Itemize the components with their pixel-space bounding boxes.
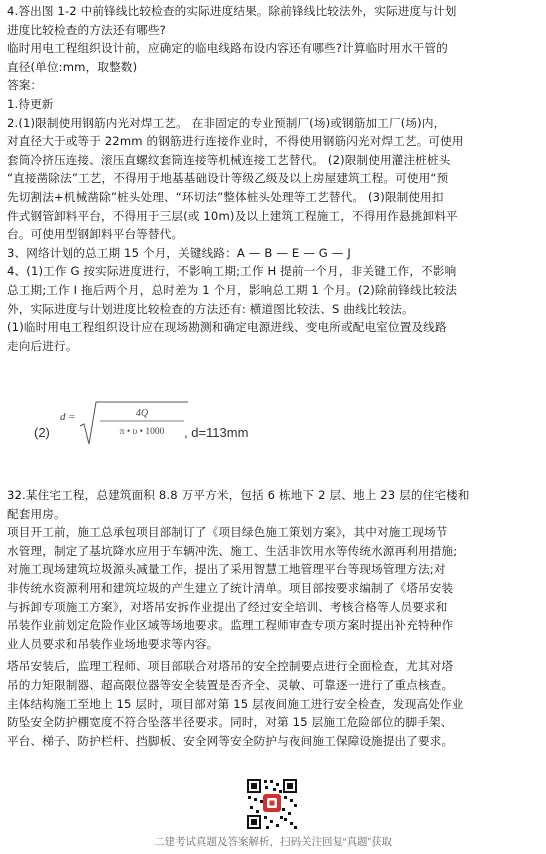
question-heading: 32.某住宅工程，总建筑面积 8.8 万平方米，包括 6 栋地下 2 层、地上 23 层的住宅楼和 (7, 488, 470, 502)
text-line: 进度比较检查的方法还有哪些? (7, 22, 166, 37)
text-line: 2.(1)限制使用钢筋内光对焊工艺。 在非固定的专业预制厂(场)或钢筋加工厂(场)内， (7, 115, 446, 130)
text-line: 非传统水资源利用和建筑垃圾的产生建立了统计清单。项目部按要求编制了《塔吊安装 (7, 580, 454, 595)
formula-lhs: d = (60, 411, 76, 423)
text-line: 配套用房。 (7, 506, 66, 521)
text-line: 平台、梯子、防护栏杆、挡脚板、安全网等安全防护与夜间施工保障设施提出了要求。 (7, 733, 454, 748)
text-line: 1.待更新 (7, 96, 54, 111)
answer-heading: 答案： (7, 78, 43, 93)
text-line: 套筒冷挤压连接、滚压直螺纹套筒连接等机械连接工艺替代。 (2)限制使用灌注桩桩头 (7, 152, 451, 167)
text-line: 走向后进行。 (7, 338, 78, 353)
text-line: 台。可使用型钢卸料平台等替代。 (7, 227, 184, 242)
bottom-text-block (7, 486, 539, 750)
text-line: 直径(单位:mm，取整数) (7, 59, 138, 74)
text-line: 件式钢管卸料平台，不得用于三层(或 10m)及以上建筑工程施工，不得用作悬挑卸料平 (7, 208, 458, 223)
text-line: 外，实际进度与计划进度比较检查的方法还有: 横道图比较法、S 曲线比较法。 (7, 301, 414, 316)
top-text-block (7, 2, 539, 355)
pipe-diameter-formula (34, 398, 334, 450)
formula-denominator: π • υ • 1000 (119, 427, 165, 437)
text-line: 对直径大于或等于 22mm 的钢筋进行连接作业时，不得使用钢筋闪光对焊工艺。可使用 (7, 134, 464, 149)
text-line: “直接凿除法”工艺，不得用于地基基础设计等级乙级及以上房屋建筑工程。可使用“预 (7, 171, 449, 186)
text-line: 塔吊安装后，监理工程师、项目部联合对塔吊的安全控制要点进行全面检查，尤其对塔 (7, 659, 454, 674)
text-line: 3、网络计划的总工期 15 个月，关键线路：A — B — E — G — J (7, 245, 351, 260)
text-line: 4.答出图 1-2 中前锋线比较检查的实际进度结果。除前锋线比较法外，实际进度与计划 (7, 4, 457, 18)
text-line: 防坠安全防护棚宽度不符合坠落半径要求。同时，对第 15 层施工危险部位的脚手架、 (7, 715, 453, 730)
formula-result: , d=113mm (184, 425, 249, 440)
square-root-formula (60, 398, 190, 450)
formula-numerator: 4Q (135, 408, 149, 419)
text-line: 业人员要求和吊装作业场地要求等内容。 (7, 636, 219, 651)
text-line: 对施工现场建筑垃圾源头减量工作，提出了采用智慧工地管理平台等现场管理方法;对 (7, 562, 446, 577)
text-line: 主体结构施工至地上 15 层时，项目部对第 15 层夜间施工进行安全检查，发现高处作业 (7, 696, 464, 711)
text-line: 吊装作业前划定危险作业区域等场地要求。监理工程师审查专项方案时提出补充特种作 (7, 618, 454, 633)
text-line: 总工期;工作 I 拖后两个月，总时差为 1 个月，影响总工期 1 个月。(2)除前锋线比较法 (7, 282, 458, 297)
footer-caption: 二建考试真题及答案解析，扫码关注回复“真题”获取 (154, 836, 392, 848)
text-line: 先切割法+机械凿除”桩头处理、“环切法”整体桩头处理等工艺替代。 (3)限制使用扣 (7, 189, 444, 204)
text-line: 临时用电工程组织设计前，应确定的临电线路布设内容还有哪些?计算临时用水干管的 (7, 41, 448, 56)
text-line: (1)临时用电工程组织设计应在现场勘测和确定电源进线、变电所或配电室位置及线路 (7, 320, 447, 335)
qr-code-image (246, 778, 298, 830)
formula-label: (2) (34, 425, 50, 440)
text-line: 吊的力矩限制器、超高限位器等安全装置是否齐全、灵敏、可靠逐一进行了重点核查。 (7, 677, 454, 692)
radical-sign (80, 402, 188, 444)
text-line: 4、(1)工作 G 按实际进度进行，不影响工期;工作 H 提前一个月，非关键工作，不影响 (7, 264, 457, 279)
text-line: 与拆卸专项施工方案》，对塔吊安拆作业提出了经过安全培训、考核合格等人员要求和 (7, 599, 448, 614)
text-line: 水管理，制定了基坑降水应用于车辆冲洗、施工、生活非饮用水等传统水源再利用措施; (7, 543, 458, 558)
text-line: 项目开工前，施工总承包项目部制订了《项目绿色施工策划方案》，其中对施工现场节 (7, 525, 448, 540)
